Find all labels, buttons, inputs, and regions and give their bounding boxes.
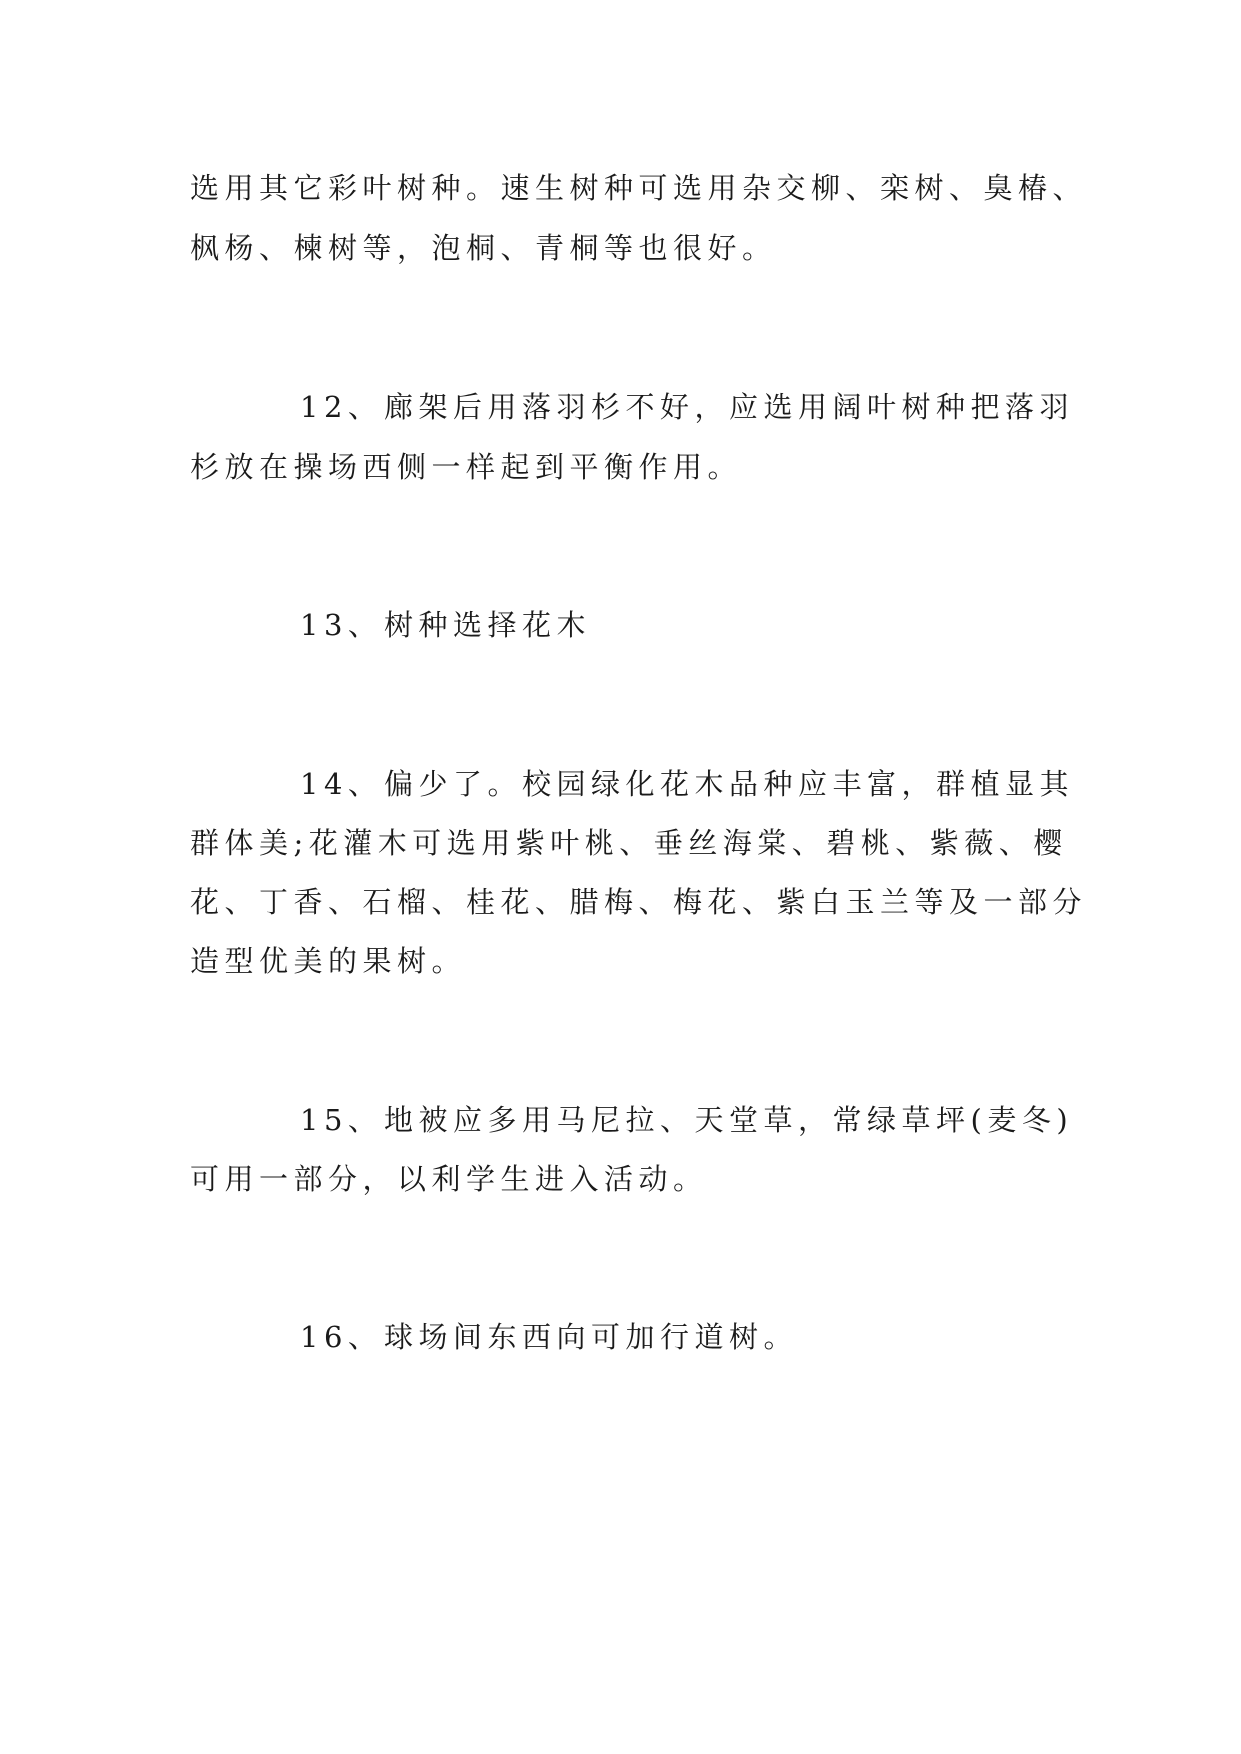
item-number: 14、 <box>300 767 383 801</box>
list-item-13 <box>300 605 591 645</box>
paragraph-line: 球场间东西向可加行道树。 <box>384 1320 799 1354</box>
list-item-16 <box>300 1317 798 1357</box>
paragraph-line: 偏少了。校园绿化花木品种应丰富，群植显其 <box>384 767 1075 801</box>
paragraph-line: 廊架后用落羽杉不好，应选用阔叶树种把落羽 <box>384 390 1075 424</box>
item-number: 12、 <box>300 390 383 424</box>
item-number: 13、 <box>300 608 383 642</box>
paragraph-line: 地被应多用马尼拉、天堂草，常绿草坪(麦冬) <box>384 1103 1074 1137</box>
paragraph-line: 造型优美的果树。 <box>190 944 467 978</box>
item-number: 16、 <box>300 1320 383 1354</box>
paragraph-line: 群体美;花灌木可选用紫叶桃、垂丝海棠、碧桃、紫薇、樱 <box>190 826 1068 860</box>
paragraph-line: 杉放在操场西侧一样起到平衡作用。 <box>190 450 743 484</box>
item-number: 15、 <box>300 1103 383 1137</box>
list-item-12 <box>300 387 1074 427</box>
paragraph-line: 选用其它彩叶树种。速生树种可选用杂交柳、栾树、臭椿、 <box>190 171 1088 205</box>
paragraph-line: 枫杨、楝树等，泡桐、青桐等也很好。 <box>190 231 777 265</box>
list-item-15 <box>300 1100 1073 1140</box>
paragraph-line: 可用一部分，以利学生进入活动。 <box>190 1162 708 1196</box>
paragraph-line: 花、丁香、石榴、桂花、腊梅、梅花、紫白玉兰等及一部分 <box>190 885 1088 919</box>
list-item-14 <box>300 764 1074 804</box>
paragraph-line: 树种选择花木 <box>384 608 592 642</box>
